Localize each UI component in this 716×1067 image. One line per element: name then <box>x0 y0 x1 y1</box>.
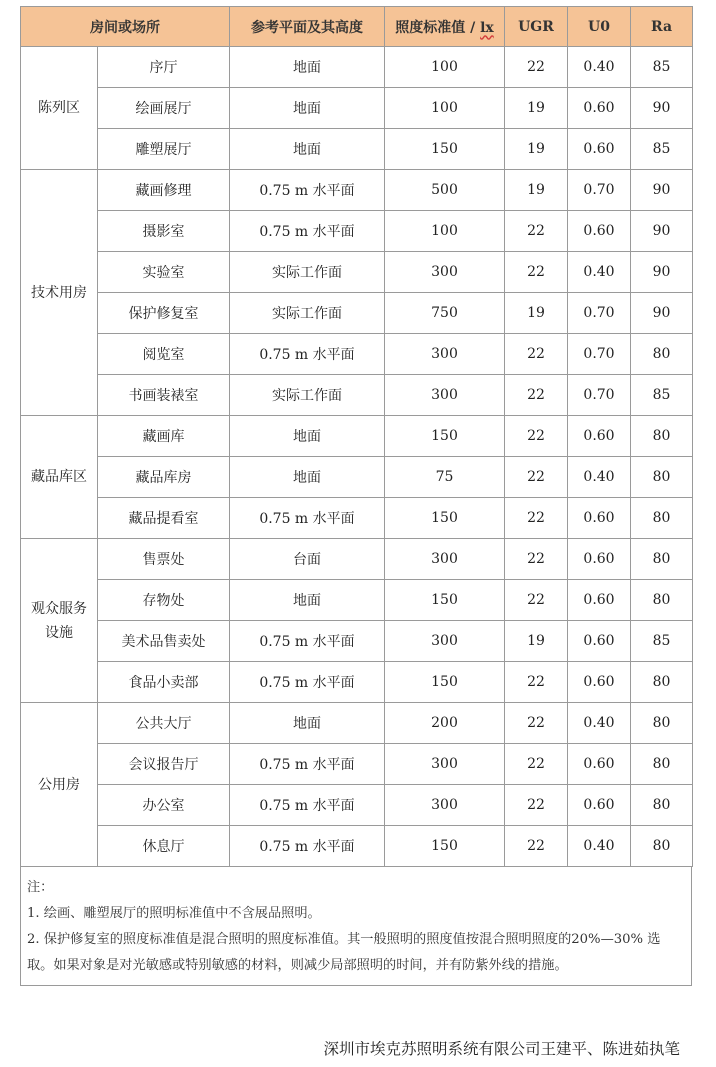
header-lux-label: 照度标准值 / <box>395 19 481 36</box>
cell-plane: 0.75 m 水平面 <box>230 785 385 826</box>
cell-ugr: 22 <box>505 211 568 252</box>
cell-u0: 0.40 <box>568 703 631 744</box>
cell-ugr: 22 <box>505 252 568 293</box>
cell-room: 藏品库房 <box>98 457 230 498</box>
cell-plane: 实际工作面 <box>230 252 385 293</box>
cell-lux: 100 <box>385 211 505 252</box>
cell-plane: 实际工作面 <box>230 375 385 416</box>
cell-ugr: 22 <box>505 375 568 416</box>
cell-room: 存物处 <box>98 580 230 621</box>
cell-u0: 0.60 <box>568 129 631 170</box>
cell-lux: 300 <box>385 252 505 293</box>
cell-lux: 300 <box>385 744 505 785</box>
cell-ugr: 22 <box>505 580 568 621</box>
cell-lux: 300 <box>385 375 505 416</box>
table-row <box>21 252 693 293</box>
cell-ugr: 22 <box>505 334 568 375</box>
header-place: 房间或场所 <box>21 7 230 47</box>
cell-u0: 0.60 <box>568 539 631 580</box>
table-row <box>21 744 693 785</box>
author-byline: 深圳市埃克苏照明系统有限公司王建平、陈进茹执笔 <box>323 1040 680 1058</box>
cell-lux: 200 <box>385 703 505 744</box>
cell-plane: 地面 <box>230 47 385 88</box>
cell-plane: 0.75 m 水平面 <box>230 826 385 867</box>
header-lux <box>385 7 505 47</box>
cell-ra: 85 <box>631 47 693 88</box>
group-name-cell <box>21 539 98 703</box>
group-name-cell: 技术用房 <box>21 170 98 416</box>
cell-ugr: 22 <box>505 498 568 539</box>
cell-u0: 0.60 <box>568 580 631 621</box>
cell-plane: 地面 <box>230 416 385 457</box>
header-lux-unit: lx <box>480 19 494 36</box>
cell-ra: 90 <box>631 293 693 334</box>
cell-lux: 75 <box>385 457 505 498</box>
table-row <box>21 498 693 539</box>
cell-ra: 90 <box>631 211 693 252</box>
table-row <box>21 621 693 662</box>
cell-room: 藏画修理 <box>98 170 230 211</box>
cell-ugr: 19 <box>505 293 568 334</box>
cell-ugr: 22 <box>505 416 568 457</box>
cell-ra: 80 <box>631 826 693 867</box>
cell-room: 休息厅 <box>98 826 230 867</box>
cell-lux: 150 <box>385 498 505 539</box>
cell-room: 阅览室 <box>98 334 230 375</box>
cell-ugr: 22 <box>505 703 568 744</box>
cell-room: 售票处 <box>98 539 230 580</box>
cell-u0: 0.40 <box>568 47 631 88</box>
cell-lux: 750 <box>385 293 505 334</box>
table-row <box>21 170 693 211</box>
cell-plane: 实际工作面 <box>230 293 385 334</box>
cell-lux: 150 <box>385 416 505 457</box>
illuminance-standards-table <box>20 6 693 867</box>
cell-plane: 地面 <box>230 88 385 129</box>
table-row <box>21 293 693 334</box>
note-item: 1. 绘画、雕塑展厅的照明标准值中不含展品照明。 <box>27 906 321 921</box>
cell-lux: 100 <box>385 88 505 129</box>
table-row <box>21 88 693 129</box>
cell-u0: 0.60 <box>568 416 631 457</box>
cell-ugr: 19 <box>505 621 568 662</box>
header-row <box>21 7 693 47</box>
cell-room: 办公室 <box>98 785 230 826</box>
cell-plane: 台面 <box>230 539 385 580</box>
cell-ugr: 22 <box>505 539 568 580</box>
cell-u0: 0.60 <box>568 621 631 662</box>
table-row <box>21 539 693 580</box>
cell-room: 摄影室 <box>98 211 230 252</box>
group-name-line: 设施 <box>45 624 73 641</box>
cell-room: 序厅 <box>98 47 230 88</box>
standards-sheet <box>20 6 692 986</box>
cell-u0: 0.60 <box>568 211 631 252</box>
cell-u0: 0.60 <box>568 785 631 826</box>
cell-plane: 地面 <box>230 129 385 170</box>
cell-plane: 地面 <box>230 580 385 621</box>
cell-u0: 0.60 <box>568 498 631 539</box>
cell-room: 实验室 <box>98 252 230 293</box>
cell-u0: 0.40 <box>568 457 631 498</box>
table-row <box>21 662 693 703</box>
table-row <box>21 375 693 416</box>
cell-ra: 80 <box>631 580 693 621</box>
cell-u0: 0.40 <box>568 826 631 867</box>
cell-lux: 300 <box>385 621 505 662</box>
cell-ugr: 22 <box>505 744 568 785</box>
cell-ra: 80 <box>631 703 693 744</box>
note-item: 2. 保护修复室的照度标准值是混合照明的照度标准值。其一般照明的照度值按混合照明照度的20%—30% 选取。如果对象是对光敏感或特别敏感的材料，则减少局部照明的时间，并有防紫外线的措施。 <box>27 932 661 973</box>
cell-room: 保护修复室 <box>98 293 230 334</box>
cell-ra: 80 <box>631 662 693 703</box>
cell-u0: 0.60 <box>568 744 631 785</box>
cell-lux: 300 <box>385 539 505 580</box>
cell-plane: 地面 <box>230 703 385 744</box>
group-name-line: 观众服务 <box>31 600 87 617</box>
cell-lux: 150 <box>385 580 505 621</box>
table-body <box>21 47 693 867</box>
table-row <box>21 703 693 744</box>
cell-plane: 地面 <box>230 457 385 498</box>
cell-ra: 80 <box>631 785 693 826</box>
header-ugr: UGR <box>505 7 568 47</box>
table-row <box>21 580 693 621</box>
cell-ugr: 22 <box>505 457 568 498</box>
cell-u0: 0.60 <box>568 662 631 703</box>
cell-plane: 0.75 m 水平面 <box>230 744 385 785</box>
cell-room: 公共大厅 <box>98 703 230 744</box>
cell-ugr: 22 <box>505 826 568 867</box>
cell-u0: 0.40 <box>568 252 631 293</box>
cell-u0: 0.70 <box>568 334 631 375</box>
cell-room: 藏品提看室 <box>98 498 230 539</box>
table-row <box>21 211 693 252</box>
cell-room: 藏画库 <box>98 416 230 457</box>
table-row <box>21 826 693 867</box>
cell-ra: 80 <box>631 744 693 785</box>
cell-plane: 0.75 m 水平面 <box>230 662 385 703</box>
cell-lux: 500 <box>385 170 505 211</box>
table-row <box>21 785 693 826</box>
header-ra: Ra <box>631 7 693 47</box>
cell-ugr: 19 <box>505 88 568 129</box>
header-plane: 参考平面及其高度 <box>230 7 385 47</box>
cell-u0: 0.70 <box>568 375 631 416</box>
cell-ra: 80 <box>631 498 693 539</box>
cell-ra: 80 <box>631 416 693 457</box>
cell-room: 雕塑展厅 <box>98 129 230 170</box>
cell-ugr: 19 <box>505 129 568 170</box>
group-name-cell: 陈列区 <box>21 47 98 170</box>
cell-room: 书画装裱室 <box>98 375 230 416</box>
cell-u0: 0.70 <box>568 293 631 334</box>
cell-ra: 80 <box>631 539 693 580</box>
notes-box <box>20 867 692 986</box>
cell-room: 会议报告厅 <box>98 744 230 785</box>
cell-plane: 0.75 m 水平面 <box>230 170 385 211</box>
cell-lux: 100 <box>385 47 505 88</box>
cell-u0: 0.60 <box>568 88 631 129</box>
notes-heading: 注： <box>27 880 54 895</box>
cell-lux: 300 <box>385 334 505 375</box>
table-row <box>21 47 693 88</box>
cell-ugr: 22 <box>505 785 568 826</box>
cell-room: 美术品售卖处 <box>98 621 230 662</box>
cell-plane: 0.75 m 水平面 <box>230 211 385 252</box>
table-row <box>21 129 693 170</box>
group-name-cell: 公用房 <box>21 703 98 867</box>
cell-lux: 150 <box>385 662 505 703</box>
cell-lux: 300 <box>385 785 505 826</box>
cell-room: 食品小卖部 <box>98 662 230 703</box>
cell-ra: 85 <box>631 621 693 662</box>
cell-plane: 0.75 m 水平面 <box>230 498 385 539</box>
header-u0: U0 <box>568 7 631 47</box>
cell-ra: 90 <box>631 252 693 293</box>
cell-ra: 90 <box>631 170 693 211</box>
cell-ugr: 22 <box>505 47 568 88</box>
cell-u0: 0.70 <box>568 170 631 211</box>
cell-plane: 0.75 m 水平面 <box>230 621 385 662</box>
cell-ra: 90 <box>631 88 693 129</box>
cell-ugr: 19 <box>505 170 568 211</box>
table-row <box>21 334 693 375</box>
cell-lux: 150 <box>385 826 505 867</box>
cell-lux: 150 <box>385 129 505 170</box>
cell-ra: 85 <box>631 129 693 170</box>
cell-ugr: 22 <box>505 662 568 703</box>
cell-ra: 80 <box>631 334 693 375</box>
group-name-cell: 藏品库区 <box>21 416 98 539</box>
table-row <box>21 457 693 498</box>
cell-ra: 85 <box>631 375 693 416</box>
cell-plane: 0.75 m 水平面 <box>230 334 385 375</box>
cell-room: 绘画展厅 <box>98 88 230 129</box>
table-row <box>21 416 693 457</box>
cell-ra: 80 <box>631 457 693 498</box>
